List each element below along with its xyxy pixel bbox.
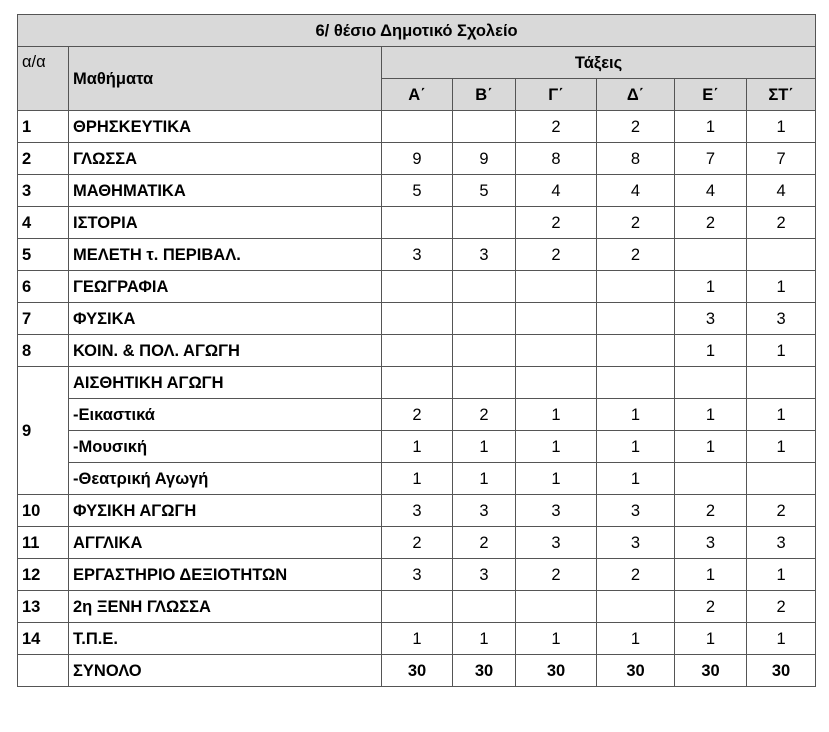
row-number: 4: [18, 207, 69, 239]
hours-cell: 4: [516, 175, 597, 207]
hours-cell: 7: [675, 143, 747, 175]
hours-cell: 2: [516, 111, 597, 143]
hours-cell: 2: [453, 399, 516, 431]
hours-cell: 1: [516, 399, 597, 431]
hours-cell: [516, 591, 597, 623]
hours-cell: 2: [516, 207, 597, 239]
hours-cell: [382, 207, 453, 239]
hours-cell: 1: [747, 431, 816, 463]
subject-name: ΜΑΘΗΜΑΤΙΚΑ: [69, 175, 382, 207]
row-number: 1: [18, 111, 69, 143]
hours-cell: [453, 111, 516, 143]
table-row: [18, 495, 816, 527]
hours-cell: 8: [516, 143, 597, 175]
table-row: [18, 559, 816, 591]
subject-name: 2η ΞΕΝΗ ΓΛΩΣΣΑ: [69, 591, 382, 623]
hours-cell: 4: [597, 175, 675, 207]
total-cell: 30: [597, 655, 675, 687]
hours-cell: 8: [597, 143, 675, 175]
hours-cell: [382, 367, 453, 399]
hours-cell: 1: [675, 271, 747, 303]
hours-cell: [453, 367, 516, 399]
hours-cell: 5: [453, 175, 516, 207]
hours-cell: 2: [382, 527, 453, 559]
row-number: 8: [18, 335, 69, 367]
table-row: [18, 463, 816, 495]
hours-cell: 1: [747, 399, 816, 431]
timetable: [17, 14, 816, 687]
hours-cell: 3: [747, 303, 816, 335]
hours-cell: 3: [747, 527, 816, 559]
subject-name: ΙΣΤΟΡΙΑ: [69, 207, 382, 239]
hours-cell: 2: [382, 399, 453, 431]
header-aa: α/α: [18, 47, 69, 111]
hours-cell: [675, 463, 747, 495]
row-number: 3: [18, 175, 69, 207]
table-row: [18, 271, 816, 303]
total-label: ΣΥΝΟΛΟ: [69, 655, 382, 687]
row-number: 6: [18, 271, 69, 303]
hours-cell: [516, 271, 597, 303]
hours-cell: 1: [675, 431, 747, 463]
hours-cell: 2: [747, 591, 816, 623]
hours-cell: [382, 335, 453, 367]
table-row: [18, 623, 816, 655]
hours-cell: 1: [597, 431, 675, 463]
hours-cell: 2: [597, 559, 675, 591]
row-number: 5: [18, 239, 69, 271]
hours-cell: [382, 111, 453, 143]
hours-cell: 3: [382, 495, 453, 527]
hours-cell: 4: [747, 175, 816, 207]
hours-cell: 1: [675, 559, 747, 591]
table-row: [18, 591, 816, 623]
hours-cell: 2: [597, 207, 675, 239]
header-classes: Τάξεις: [382, 47, 816, 79]
hours-cell: [597, 271, 675, 303]
hours-cell: 1: [597, 623, 675, 655]
header-grade-c: Γ΄: [516, 79, 597, 111]
row-number: 2: [18, 143, 69, 175]
row-number: [18, 655, 69, 687]
row-number: 12: [18, 559, 69, 591]
hours-cell: 2: [597, 111, 675, 143]
hours-cell: 1: [747, 111, 816, 143]
subject-group-heading: ΑΙΣΘΗΤΙΚΗ ΑΓΩΓΗ: [69, 367, 382, 399]
hours-cell: 1: [597, 399, 675, 431]
header-grade-a: Α΄: [382, 79, 453, 111]
hours-cell: [516, 303, 597, 335]
hours-cell: 3: [597, 527, 675, 559]
hours-cell: 4: [675, 175, 747, 207]
hours-cell: [747, 367, 816, 399]
table-row: [18, 111, 816, 143]
hours-cell: 3: [453, 559, 516, 591]
subject-name: ΜΕΛΕΤΗ τ. ΠΕΡΙΒΑΛ.: [69, 239, 382, 271]
hours-cell: 9: [453, 143, 516, 175]
header-subjects: Μαθήματα: [69, 47, 382, 111]
subject-name: ΦΥΣΙΚΗ ΑΓΩΓΗ: [69, 495, 382, 527]
row-number: 13: [18, 591, 69, 623]
hours-cell: 1: [675, 623, 747, 655]
hours-cell: [382, 271, 453, 303]
header-grade-st: ΣΤ΄: [747, 79, 816, 111]
subject-name: ΕΡΓΑΣΤΗΡΙΟ ΔΕΞΙΟΤΗΤΩΝ: [69, 559, 382, 591]
hours-cell: 3: [382, 239, 453, 271]
row-number: 7: [18, 303, 69, 335]
row-number: 11: [18, 527, 69, 559]
hours-cell: 1: [453, 623, 516, 655]
hours-cell: [453, 591, 516, 623]
subject-name: Τ.Π.Ε.: [69, 623, 382, 655]
subject-name: ΓΛΩΣΣΑ: [69, 143, 382, 175]
hours-cell: [675, 367, 747, 399]
hours-cell: 2: [675, 591, 747, 623]
hours-cell: 1: [516, 463, 597, 495]
hours-cell: 1: [453, 431, 516, 463]
total-cell: 30: [675, 655, 747, 687]
hours-cell: 1: [382, 623, 453, 655]
subject-name: -Μουσική: [69, 431, 382, 463]
subject-name: -Εικαστικά: [69, 399, 382, 431]
subject-name: ΑΓΓΛΙΚΑ: [69, 527, 382, 559]
hours-cell: 3: [382, 559, 453, 591]
hours-cell: 1: [516, 431, 597, 463]
subject-name: ΦΥΣΙΚΑ: [69, 303, 382, 335]
row-number: 10: [18, 495, 69, 527]
total-cell: 30: [382, 655, 453, 687]
hours-cell: 1: [675, 335, 747, 367]
header-grade-e: Ε΄: [675, 79, 747, 111]
total-cell: 30: [516, 655, 597, 687]
hours-cell: 1: [597, 463, 675, 495]
hours-cell: 1: [675, 111, 747, 143]
hours-cell: 3: [453, 495, 516, 527]
hours-cell: [453, 303, 516, 335]
table-title: 6/ θέσιο Δημοτικό Σχολείο: [18, 15, 816, 47]
hours-cell: [675, 239, 747, 271]
table-row: [18, 175, 816, 207]
hours-cell: 2: [597, 239, 675, 271]
header-grade-b: Β΄: [453, 79, 516, 111]
total-cell: 30: [747, 655, 816, 687]
hours-cell: [382, 591, 453, 623]
hours-cell: [453, 207, 516, 239]
hours-cell: 3: [516, 527, 597, 559]
table-row: [18, 399, 816, 431]
table-row: [18, 367, 816, 399]
hours-cell: 3: [675, 527, 747, 559]
hours-cell: 5: [382, 175, 453, 207]
hours-cell: 1: [747, 271, 816, 303]
table-row: [18, 239, 816, 271]
hours-cell: [597, 367, 675, 399]
subject-name: ΘΡΗΣΚΕΥΤΙΚΑ: [69, 111, 382, 143]
hours-cell: 1: [675, 399, 747, 431]
hours-cell: 3: [597, 495, 675, 527]
header-grade-d: Δ΄: [597, 79, 675, 111]
hours-cell: 1: [747, 623, 816, 655]
hours-cell: 1: [747, 335, 816, 367]
table-row: [18, 335, 816, 367]
hours-cell: [597, 335, 675, 367]
subject-name: ΚΟΙΝ. & ΠΟΛ. ΑΓΩΓΗ: [69, 335, 382, 367]
table-row: [18, 527, 816, 559]
table-row: [18, 207, 816, 239]
hours-cell: 3: [675, 303, 747, 335]
hours-cell: 3: [516, 495, 597, 527]
table-row: [18, 143, 816, 175]
hours-cell: [597, 303, 675, 335]
hours-cell: [516, 335, 597, 367]
hours-cell: 7: [747, 143, 816, 175]
table-row: [18, 303, 816, 335]
hours-cell: [747, 463, 816, 495]
hours-cell: 2: [516, 559, 597, 591]
hours-cell: 1: [382, 463, 453, 495]
hours-cell: 1: [516, 623, 597, 655]
subject-name: ΓΕΩΓΡΑΦΙΑ: [69, 271, 382, 303]
total-row: [18, 655, 816, 687]
hours-cell: 1: [453, 463, 516, 495]
hours-cell: [597, 591, 675, 623]
total-cell: 30: [453, 655, 516, 687]
hours-cell: 1: [382, 431, 453, 463]
row-number: 9: [18, 367, 69, 495]
hours-cell: [453, 271, 516, 303]
hours-cell: 2: [675, 495, 747, 527]
hours-cell: 2: [516, 239, 597, 271]
hours-cell: 1: [747, 559, 816, 591]
hours-cell: [453, 335, 516, 367]
hours-cell: [382, 303, 453, 335]
table-row: [18, 431, 816, 463]
subject-name: -Θεατρική Αγωγή: [69, 463, 382, 495]
row-number: 14: [18, 623, 69, 655]
hours-cell: [747, 239, 816, 271]
hours-cell: 2: [747, 495, 816, 527]
hours-cell: 2: [747, 207, 816, 239]
hours-cell: 9: [382, 143, 453, 175]
hours-cell: [516, 367, 597, 399]
hours-cell: 2: [675, 207, 747, 239]
hours-cell: 2: [453, 527, 516, 559]
hours-cell: 3: [453, 239, 516, 271]
